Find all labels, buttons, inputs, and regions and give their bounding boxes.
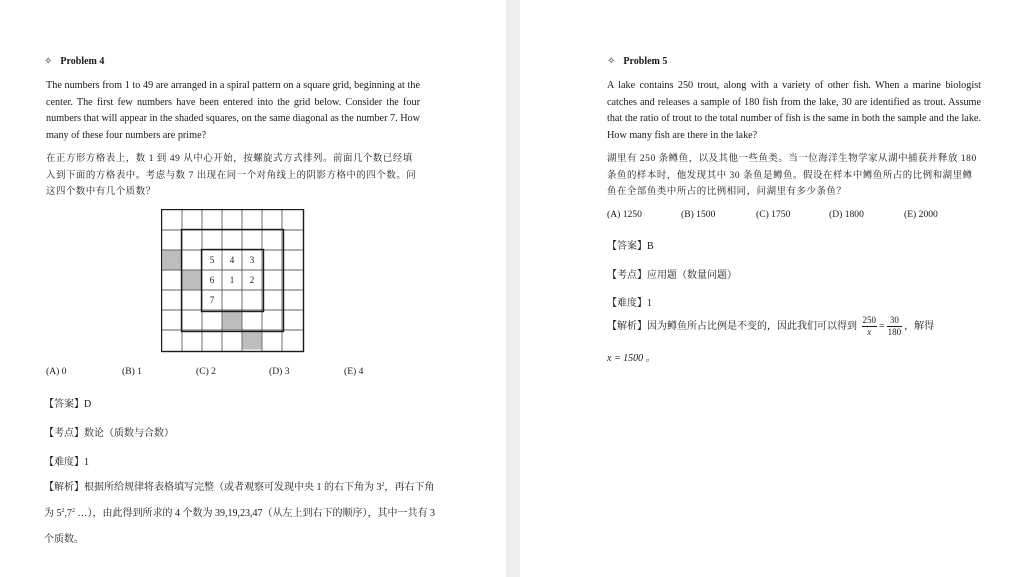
solution-text-3: ,7 <box>64 508 72 519</box>
problem-5-title: Problem 5 <box>623 56 668 67</box>
grid-number: 3 <box>249 255 255 265</box>
problem-5-topic: 【考点】应用题（数量问题） <box>607 270 737 281</box>
problem-5-difficulty: 【难度】1 <box>607 298 652 309</box>
problem-4-title: Problem 4 <box>60 56 105 67</box>
problem-4-difficulty: 【难度】1 <box>44 457 89 468</box>
choice-e[interactable]: (E) 2000 <box>904 209 938 220</box>
solution-label: 【解析】 <box>607 321 647 332</box>
page-gap <box>506 0 520 577</box>
choice-b[interactable]: (B) 1 <box>122 366 142 377</box>
problem-5-result: x = 1500 。 <box>607 353 656 364</box>
grid-number: 7 <box>209 295 215 305</box>
right-page <box>520 0 1024 577</box>
choice-d[interactable]: (D) 1800 <box>829 209 864 220</box>
shaded-cell <box>243 331 262 350</box>
fraction-250-over-x <box>862 315 878 338</box>
equals-sign: = <box>879 321 885 332</box>
diamond-bullet-icon: ✧ <box>44 56 53 67</box>
problem-4-chinese-text: 在正方形方格表上，数 1 到 49 从中心开始，按螺旋式方式排列。前面几个数已经填入到下面的方格表中。考虑与数 7 出现在同一个对角线上的阴影方格中的四个数。问这四个数中有几个质数？ <box>46 154 417 197</box>
solution-text: 因为鳟鱼所占比例是不变的，因此我们可以得到 <box>647 321 857 332</box>
grid-number: 5 <box>209 255 215 265</box>
problem-5-english-text: A lake contains 250 trout, along with a variety of other fish. When a marine biologist catches and releases a sample of 180 fish from the lake, 30 are identified as trout. Assume that the ratio of trout to the total number of fish is the same in both the sample and the lake. How many fish are there in the lake? <box>607 80 981 141</box>
fraction-numerator: 250 <box>862 315 876 326</box>
solution-text-4: …），由此得到所求的 4 个数为 39,19,23,47（从左上到右下的顺序），其中一共有 3 个质数。 <box>44 508 435 545</box>
choice-e[interactable]: (E) 4 <box>344 366 364 377</box>
exponent: 2 <box>61 508 65 514</box>
exponent: 2 <box>72 508 75 514</box>
grid-number: 2 <box>249 275 255 285</box>
problem-4-choices <box>46 366 386 380</box>
fraction-denominator: x <box>867 327 872 338</box>
exponent: 2 <box>381 482 385 488</box>
shaded-cell <box>183 271 202 290</box>
choice-c[interactable]: (C) 2 <box>196 366 216 377</box>
choice-b[interactable]: (B) 1500 <box>681 209 716 220</box>
problem-4-topic: 【考点】数论（质数与合数） <box>44 428 174 439</box>
grid-numbers <box>210 255 255 305</box>
grid-number: 6 <box>209 275 215 285</box>
solution-text-1: 根据所给规律将表格填写完整（或者观察可发现中央 1 的右下角为 3 <box>84 482 382 493</box>
spiral-grid <box>161 209 305 353</box>
left-page <box>0 0 506 577</box>
fraction-30-over-180 <box>887 315 903 338</box>
problem-5-heading <box>607 56 667 67</box>
solution-text-after: ，解得 <box>904 321 935 332</box>
problem-4-solution <box>44 475 442 553</box>
choice-d[interactable]: (D) 3 <box>269 366 290 377</box>
choice-a[interactable]: (A) 0 <box>46 366 67 377</box>
fraction-numerator: 30 <box>887 315 903 327</box>
solution-label: 【解析】 <box>44 482 84 493</box>
fraction-denominator: 180 <box>887 327 902 338</box>
problem-5-choices <box>607 209 947 223</box>
solution-text-2: ，再右下角为 5 <box>44 482 435 519</box>
problem-5-answer: 【答案】B <box>607 241 654 252</box>
grid-number: 1 <box>229 275 235 285</box>
shaded-cell <box>223 311 242 330</box>
problem-4-heading <box>44 56 104 67</box>
shaded-cell <box>163 251 182 270</box>
diamond-bullet-icon: ✧ <box>607 56 616 67</box>
problem-5-solution <box>607 313 1007 341</box>
problem-4-answer: 【答案】D <box>44 399 92 410</box>
problem-4-english-text: The numbers from 1 to 49 are arranged in a spiral pattern on a square grid, beginning at the center. The first few numbers have been entered into the grid below. Consider the four numbers that will appear in the shaded squares, on the same diagonal as the number 7. How many of these four numbers are prime? <box>46 80 421 141</box>
choice-a[interactable]: (A) 1250 <box>607 209 642 220</box>
choice-c[interactable]: (C) 1750 <box>756 209 791 220</box>
grid-number: 4 <box>229 255 235 265</box>
problem-5-chinese-text: 湖里有 250 条鳟鱼，以及其他一些鱼类。当一位海洋生物学家从湖中捕获并释放 180 条鱼的样本时，他发现其中 30 条鱼是鳟鱼。假设在样本中鳟鱼所占的比例和湖里鳟鱼在全部鱼类中所占的比例相同，问湖里有多少条鱼？ <box>607 154 977 197</box>
